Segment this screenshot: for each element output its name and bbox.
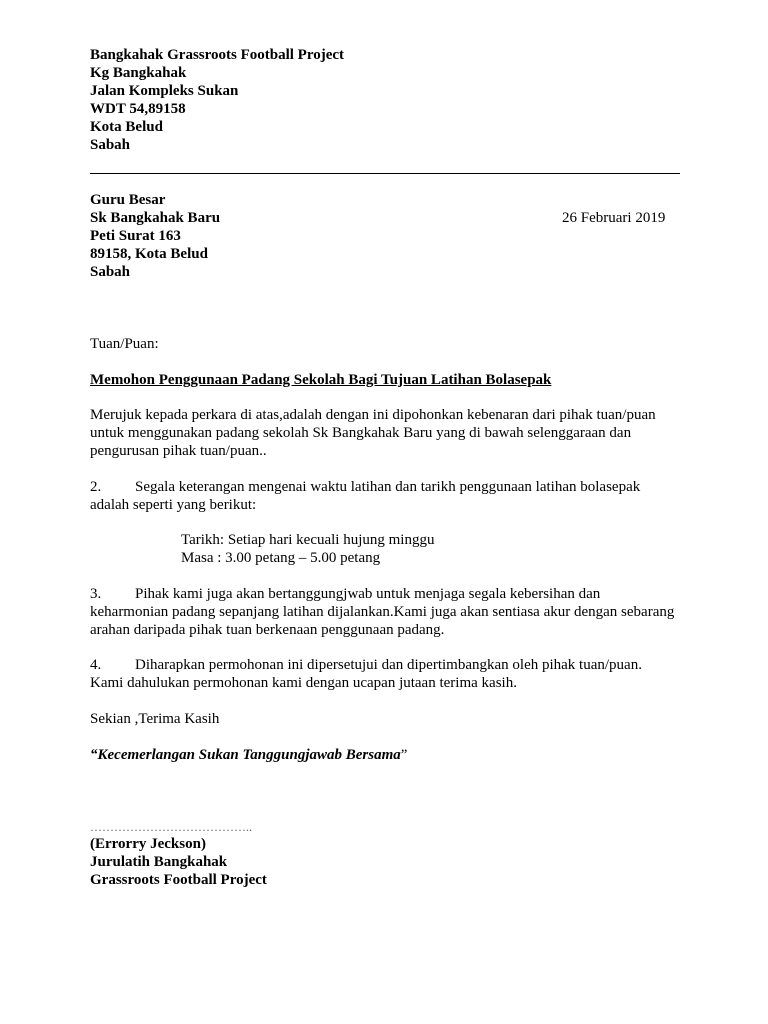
paragraph-line: adalah seperti yang berikut:	[90, 497, 257, 513]
paragraph-number: 3.	[90, 586, 102, 602]
sender-name: Bangkahak Grassroots Football Project	[90, 47, 345, 63]
paragraph-line	[90, 585, 600, 603]
schedule-date: Tarikh: Setiap hari kecuali hujung minggu	[181, 532, 435, 548]
paragraph-number: 2.	[90, 479, 102, 495]
recipient-line: Sabah	[90, 264, 131, 280]
paragraph-text: Pihak kami juga akan bertanggungjwab untuk menjaga segala kebersihan dan	[135, 586, 601, 602]
recipient-line: Sk Bangkahak Baru	[90, 210, 221, 226]
paragraph-line: keharmonian padang sepanjang latihan dijalankan.Kami juga akan sentiasa akur dengan sebarang	[90, 604, 675, 620]
paragraph-number: 4.	[90, 657, 102, 673]
recipient-line: 89158, Kota Belud	[90, 246, 208, 262]
sender-address-line: WDT 54,89158	[90, 101, 186, 117]
motto	[90, 746, 407, 764]
paragraph-line: Kami dahulukan permohonan kami dengan ucapan jutaan terima kasih.	[90, 675, 517, 691]
paragraph-line: arahan daripada pihak tuan berkenaan penggunaan padang.	[90, 622, 445, 638]
header-divider	[90, 173, 680, 174]
schedule-time: Masa : 3.00 petang – 5.00 petang	[181, 550, 381, 566]
signatory-organization: Grassroots Football Project	[90, 872, 267, 888]
signatory-name: (Errorry Jeckson)	[90, 836, 206, 852]
recipient-line: Peti Surat 163	[90, 228, 181, 244]
motto-open-quote: “	[90, 747, 98, 763]
letter-subject: Memohon Penggunaan Padang Sekolah Bagi Tujuan Latihan Bolasepak	[90, 372, 552, 388]
signature-line: …………………………………..	[90, 820, 252, 834]
signatory-title: Jurulatih Bangkahak	[90, 854, 228, 870]
closing: Sekian ,Terima Kasih	[90, 711, 220, 727]
paragraph-text: Segala keterangan mengenai waktu latihan dan tarikh penggunaan latihan bolasepak	[135, 479, 641, 495]
motto-text: Kecemerlangan Sukan Tanggungjawab Bersama	[97, 747, 401, 763]
paragraph-line	[90, 478, 640, 496]
sender-address-line: Sabah	[90, 137, 131, 153]
paragraph-line: Merujuk kepada perkara di atas,adalah dengan ini dipohonkan kebenaran dari pihak tuan/puan	[90, 407, 656, 423]
paragraph-line: untuk menggunakan padang sekolah Sk Bangkahak Baru yang di bawah selenggaraan dan	[90, 425, 632, 441]
motto-close-quote: ”	[400, 747, 408, 763]
sender-address-line: Jalan Kompleks Sukan	[90, 83, 239, 99]
paragraph-line: pengurusan pihak tuan/puan..	[90, 443, 267, 459]
recipient-line: Guru Besar	[90, 192, 166, 208]
letter-date: 26 Februari 2019	[562, 210, 666, 226]
sender-address-line: Kota Belud	[90, 119, 163, 135]
paragraph-text: Diharapkan permohonan ini dipersetujui dan dipertimbangkan oleh pihak tuan/puan.	[135, 657, 642, 673]
paragraph-line	[90, 656, 642, 674]
salutation: Tuan/Puan:	[90, 336, 159, 352]
sender-address-line: Kg Bangkahak	[90, 65, 187, 81]
